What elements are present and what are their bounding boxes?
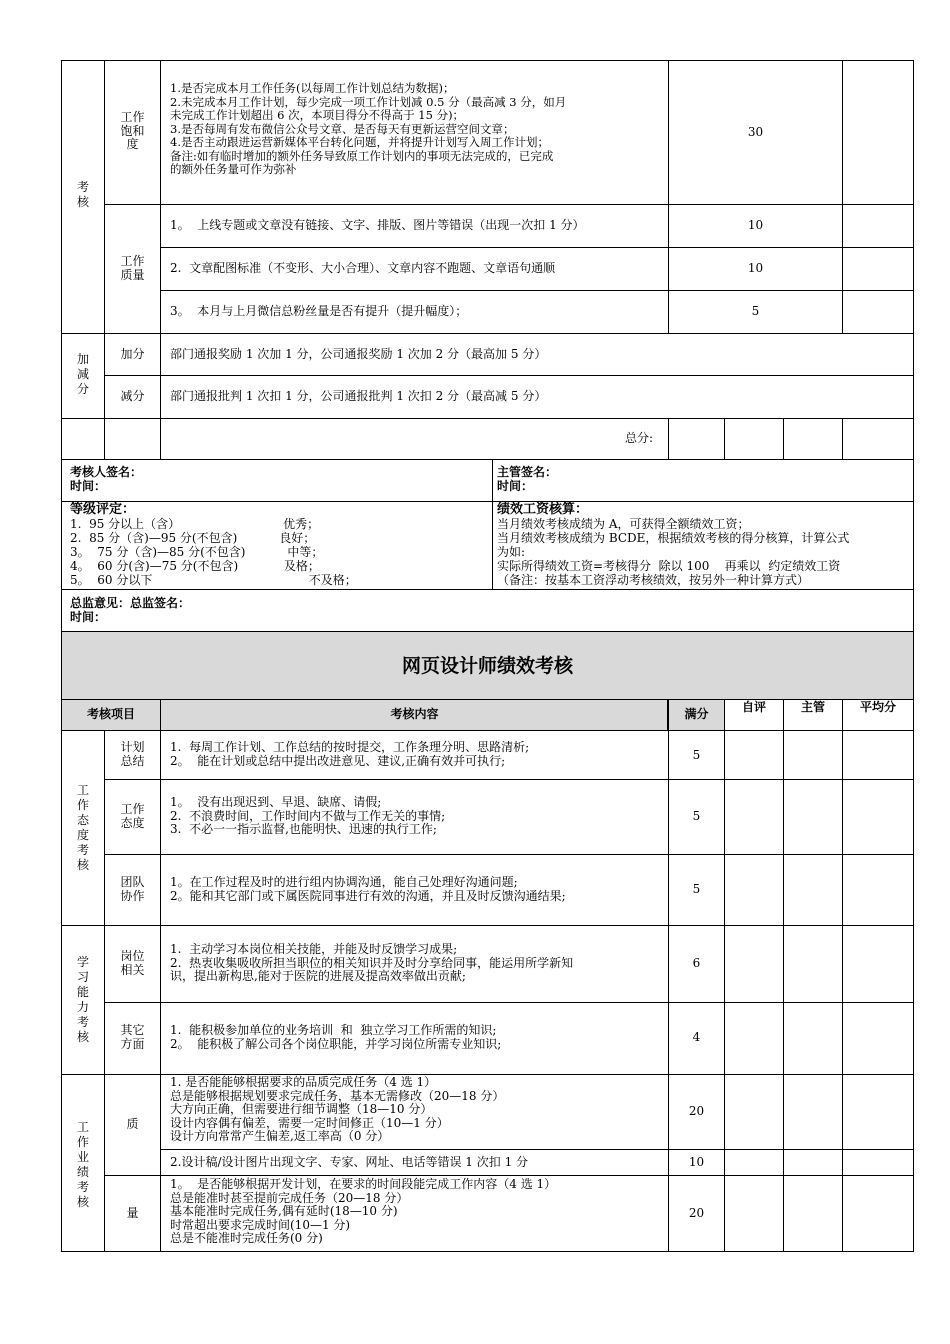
plan-text: 1. 每周工作计划、工作总结的按时提交，工作条理分明、思路清析; 2。 能在计划或总结中提出改进意见、建议,正确有效并可执行; [170, 740, 530, 768]
header-item: 考核项目 [86, 707, 135, 721]
grid-line [104, 1175, 914, 1176]
team-label: 团队 协作 [120, 875, 145, 903]
other-text: 1. 能积极参加单位的业务培训 和 独立学习工作所需的知识; 2。 能积极了解公司各个岗位职能，并学习岗位所需专业知识; [170, 1023, 502, 1051]
signature-block [61, 459, 914, 502]
performance-group-label: 工作业绩考核 [76, 1120, 89, 1209]
quality-item-1-score: 10 [747, 218, 764, 232]
grid-line [724, 418, 725, 460]
quality-item-2-score: 10 [747, 261, 764, 275]
plan-score: 5 [692, 748, 701, 762]
saturation-score: 30 [747, 125, 764, 139]
post-text: 1. 主动学习本岗位相关技能，并能及时反馈学习成果; 2. 热衷收集吸收所担当职位的相关知识并及时分享给同事，能运用所学新知 识，提出新构思,能对于医院的进展及提高效率做出贡献; [170, 942, 574, 983]
salary-line: 当月绩效考核成绩为 A，可获得全额绩效工资； [497, 517, 750, 531]
salary-line: 当月绩效考核成绩为 BCDE，根据绩效考核的得分核算，计算公式 [497, 531, 850, 545]
grid-line [668, 60, 669, 333]
grading-line: 3。 75 分（含)—85 分(不包含) 中等； [70, 545, 324, 559]
examiner-signature: 考核人签名： [70, 465, 143, 479]
quality-item-3-score: 5 [751, 304, 760, 318]
attitude-label: 工作 态度 [120, 802, 145, 830]
plan-label: 计划 总结 [120, 740, 145, 768]
grading-line: 5。 60 分以下 不及格； [70, 573, 357, 587]
minus-label: 减分 [120, 389, 145, 403]
grid-line [61, 730, 914, 731]
quality2-row-text: 2.设计稿/设计图片出现文字、专家、网址、电话等错误 1 次扣 1 分 [170, 1155, 529, 1169]
learning-group-label: 学习能力考核 [76, 955, 89, 1044]
minus-text: 部门通报批判 1 次扣 1 分，公司通报批判 1 次扣 2 分（最高减 5 分） [170, 389, 547, 403]
supervisor-signature: 主管签名： [497, 465, 558, 479]
quality-row-label: 质 [126, 1117, 139, 1131]
grid-line [842, 60, 843, 333]
team-text: 1。在工作过程及时的进行组内协调沟通，能自己处理好沟通问题; 2。能和其它部门或下属医院同事进行有效的沟通，并且及时反馈沟通结果; [170, 875, 566, 903]
post-label: 岗位 相关 [120, 949, 145, 977]
supervisor-time: 时间： [497, 479, 534, 493]
grid-line [842, 418, 843, 460]
total-label: 总分: [625, 431, 654, 445]
grid-line [842, 699, 843, 1252]
grid-line [160, 290, 914, 291]
quality-item-1: 1。 上线专题或文章没有链接、文字、排版、图片等错误（出现一次扣 1 分） [170, 218, 585, 232]
header-average: 平均分 [859, 700, 896, 714]
grid-line [61, 925, 914, 926]
plusminus-group-label: 加 减 分 [76, 352, 89, 396]
grid-line [160, 699, 161, 1252]
other-score: 4 [692, 1030, 701, 1044]
attitude-score: 5 [692, 809, 701, 823]
header-supervisor: 主管 [800, 700, 825, 714]
grid-line [783, 418, 784, 460]
quality-item-3: 3。 本月与上月微信总粉丝量是否有提升（提升幅度）； [170, 304, 468, 318]
attitude-group-label: 工作态度考核 [76, 783, 89, 872]
grid-line [783, 699, 784, 1252]
other-label: 其它 方面 [120, 1023, 145, 1051]
grid-line [160, 247, 914, 248]
saturation-label: 工作 饱和 度 [120, 110, 145, 151]
grid-line [104, 375, 914, 376]
quantity-row-score: 20 [688, 1206, 705, 1220]
salary-title: 绩效工资核算： [497, 502, 589, 517]
header-full: 满分 [684, 707, 709, 721]
grading-title: 等级评定： [70, 502, 136, 517]
examiner-time: 时间： [70, 479, 107, 493]
grid-line [160, 1149, 914, 1150]
salary-line: 为如: [497, 545, 526, 559]
section-title: 网页设计师绩效考核 [401, 655, 573, 677]
quality-row-text: 1. 是否能能够根据要求的品质完成任务（4 选 1） 总是能够根据规划要求完成任务，基本无需修改（20—18 分） 大方向正确，但需要进行细节调整（18—10 分） 设计内容偶有偏差，需要一定时间修正（10—1 分） 设计方向常常产生偏差,返工率高（0 分） [170, 1075, 505, 1143]
grid-line [724, 699, 725, 1252]
grid-line [104, 204, 914, 205]
director-opinion: 总监意见：总监签名： [70, 596, 191, 610]
grid-line [61, 333, 914, 334]
header-content: 考核内容 [390, 707, 439, 721]
header-self: 自评 [741, 700, 766, 714]
team-score: 5 [692, 882, 701, 896]
attitude-text: 1。 没有出现迟到、早退、缺席、请假; 2. 不浪费时间，工作时间内不做与工作无关的事情; 3. 不必一一指示监督,也能明快、迅速的执行工作; [170, 795, 446, 836]
quantity-row-label: 量 [126, 1206, 139, 1220]
grid-line [160, 60, 161, 460]
director-time: 时间： [70, 610, 107, 624]
salary-line: （备注：按基本工资浮动考核绩效，按另外一种计算方式） [497, 573, 810, 587]
grid-line [104, 779, 914, 780]
grading-line: 1. 95 分以上（含） 优秀； [70, 517, 320, 531]
salary-line: 实际所得绩效工资=考核得分 除以 100 再乘以 约定绩效工资 [497, 559, 841, 573]
quantity-row-text: 1。 是否能够根据开发计划，在要求的时间段能完成工作内容（4 选 1） 总是能准时甚至提前完成任务（20—18 分） 基本能准时完成任务,偶有延时(18—10 分) 时常超出要求完成时间(10—1 分) 总是不能准时完成任务(0 分) [170, 1177, 557, 1245]
post-score: 6 [692, 956, 701, 970]
grading-line: 4。 60 分(含)—75 分(不包含) 及格； [70, 559, 320, 573]
quality2-row-score: 10 [688, 1155, 705, 1169]
saturation-text: 1.是否完成本月工作任务(以每周工作计划总结为数据)； 2.未完成本月工作计划，每少完成一项工作计划减 0.5 分（最高减 3 分，如月 未完成工作计划超出 6 次，本项目得分不得高于 15 分)； 3.是否每周有发布微信公众号文章、是否每天有更新运营空间文章； 4.是否主动跟进运营新媒体平台转化问题，并将提升计划写入周工作计划； 备注:如有临时增加的额外任务导致原工作计划内的事项无法完成的，已完成 的额外任务量可作为弥补 [170, 81, 567, 176]
quality-label: 工作 质量 [120, 254, 145, 282]
grid-line [61, 418, 914, 419]
quality-item-2: 2. 文章配图标准（不变形、大小合理）、文章内容不跑题、文章语句通顺 [170, 261, 556, 275]
kaohe-group-label: 考 核 [76, 180, 89, 209]
quality-row-score: 20 [688, 1104, 705, 1118]
grid-line [668, 418, 669, 460]
grid-line [104, 1002, 914, 1003]
grading-line: 2. 85 分（含)—95 分(不包含) 良好； [70, 531, 316, 545]
grid-line [104, 854, 914, 855]
plus-text: 部门通报奖励 1 次加 1 分，公司通报奖励 1 次加 2 分（最高加 5 分） [170, 347, 547, 361]
plus-label: 加分 [120, 347, 145, 361]
